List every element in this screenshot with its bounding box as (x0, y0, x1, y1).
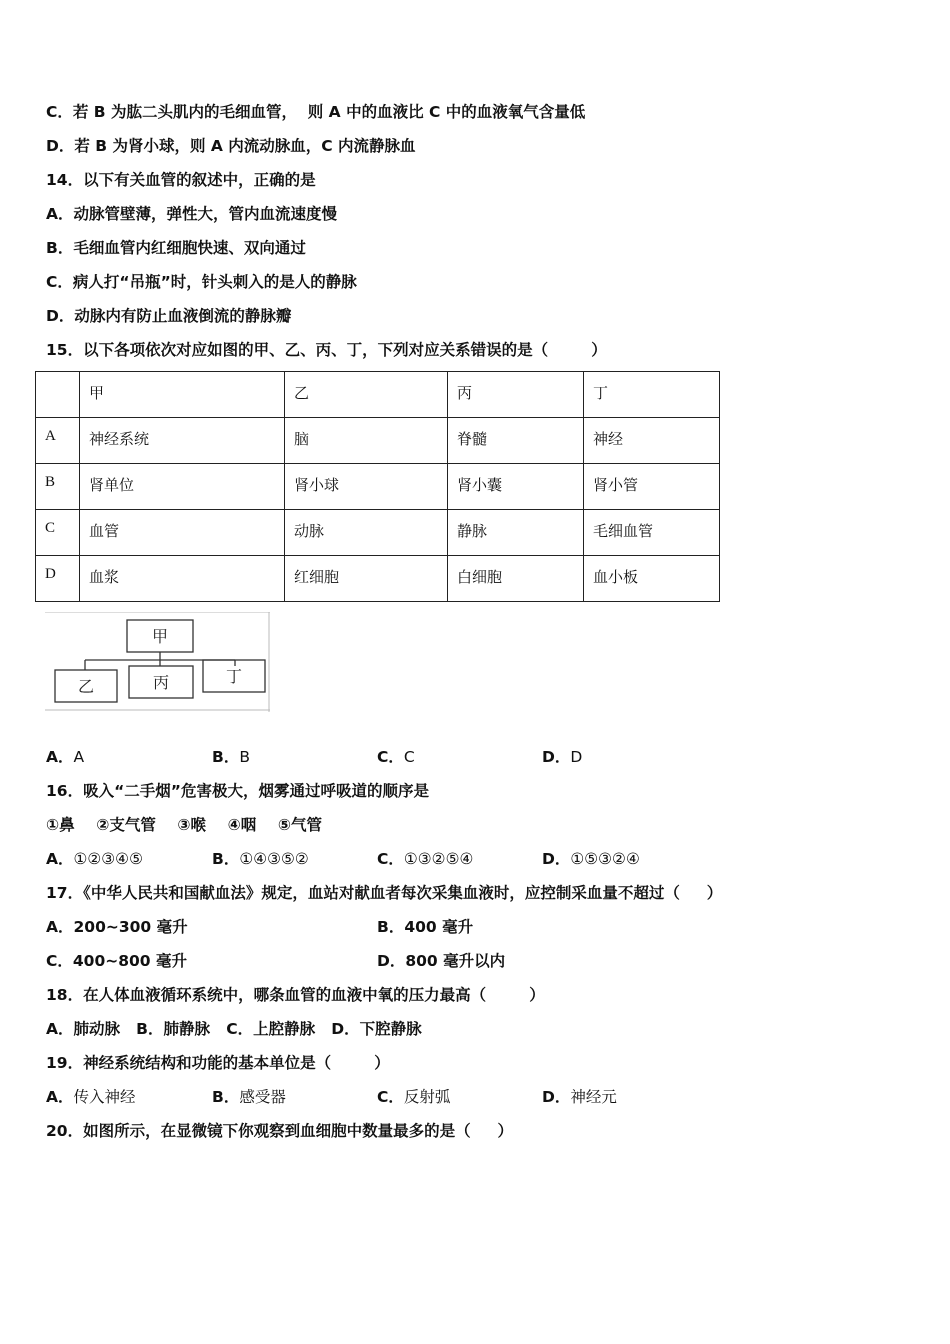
q13-option-d: D．若 B 为肾小球，则 A 内流动脉血，C 内流静脉血 (46, 137, 416, 155)
q20-stem: 20．如图所示，在显微镜下你观察到血细胞中数量最多的是（ ） (46, 1122, 514, 1140)
option-key: A． (46, 850, 74, 868)
q15-hierarchy-diagram (45, 612, 270, 712)
option-key: D． (542, 850, 571, 868)
option-key: C． (377, 850, 404, 868)
table-cell: 毛细血管 (584, 510, 720, 556)
q18-options: A．肺动脉 B．肺静脉 C．上腔静脉 D．下腔静脉 (46, 1020, 422, 1038)
option-key: C． (377, 1088, 404, 1106)
q14-stem: 14．以下有关血管的叙述中，正确的是 (46, 171, 316, 189)
option-value: A (73, 748, 85, 766)
table-row (36, 510, 720, 556)
option-value: ①③②⑤④ (403, 850, 474, 868)
diagram-label-right: 丁 (225, 667, 243, 686)
table-cell: 静脉 (448, 510, 584, 556)
table-cell: 甲 (80, 372, 285, 418)
q15-option-c (377, 747, 415, 767)
q14-option-b: B．毛细血管内红细胞快速、双向通过 (46, 239, 306, 257)
option-value: ①②③④⑤ (73, 850, 143, 868)
q13-option-c: C．若 B 为肱二头肌内的毛细血管， 则 A 中的血液比 C 中的血液氧气含量低 (46, 103, 586, 121)
q16-items: ①鼻 ②支气管 ③喉 ④咽 ⑤气管 (46, 816, 322, 834)
table-cell: D (36, 556, 80, 602)
option-value: 反射弧 (403, 1088, 451, 1106)
option-value: D (570, 748, 583, 766)
q19-stem: 19．神经系统结构和功能的基本单位是（ ） (46, 1054, 390, 1072)
table-cell: 乙 (285, 372, 448, 418)
q14-option-a: A．动脉管壁薄，弹性大，管内血流速度慢 (46, 205, 337, 223)
q16-option-c (377, 849, 473, 869)
table-cell: 神经 (584, 418, 720, 464)
q19-option-c (377, 1087, 450, 1107)
option-value: B (239, 748, 250, 766)
option-key: B． (212, 1088, 240, 1106)
option-value: 传入神经 (73, 1088, 136, 1106)
table-cell: 丁 (584, 372, 720, 418)
q14-option-d: D．动脉内有防止血液倒流的静脉瓣 (46, 307, 292, 325)
table-cell: 肾小管 (584, 464, 720, 510)
diagram-label-top: 甲 (151, 627, 169, 646)
option-key: A． (46, 748, 74, 766)
option-value: ①④③⑤② (239, 850, 309, 868)
table-cell: 肾单位 (80, 464, 285, 510)
option-key: A． (46, 1088, 74, 1106)
q16-option-d (542, 849, 640, 869)
table-cell: 脑 (285, 418, 448, 464)
table-row (36, 464, 720, 510)
option-key: B． (212, 748, 240, 766)
table-cell: 脊髓 (448, 418, 584, 464)
q17-option-a: A．200~300 毫升 (46, 918, 188, 936)
table-header-row (36, 372, 720, 418)
table-cell: C (36, 510, 80, 556)
q17-stem: 17．《中华人民共和国献血法》规定，血站对献血者每次采集血液时，应控制采血量不超过（ ） (46, 884, 723, 902)
table-cell: 肾小囊 (448, 464, 584, 510)
table-cell: 血浆 (80, 556, 285, 602)
option-key: D． (542, 748, 571, 766)
table-cell: 红细胞 (285, 556, 448, 602)
table-cell (36, 372, 80, 418)
q16-option-b (212, 849, 309, 869)
q15-table (35, 371, 720, 602)
option-value: ①⑤③②④ (570, 850, 640, 868)
q19-option-d (542, 1087, 617, 1107)
table-row (36, 418, 720, 464)
q18-stem: 18．在人体血液循环系统中，哪条血管的血液中氧的压力最高（ ） (46, 986, 545, 1004)
table-cell: 神经系统 (80, 418, 285, 464)
diagram-label-left: 乙 (77, 677, 95, 696)
table-cell: 血管 (80, 510, 285, 556)
q16-stem: 16．吸入“二手烟”危害极大，烟雾通过呼吸道的顺序是 (46, 782, 429, 800)
table-cell: 白细胞 (448, 556, 584, 602)
q14-option-c: C．病人打“吊瓶”时，针头刺入的是人的静脉 (46, 273, 357, 291)
diagram-label-mid: 丙 (152, 673, 170, 692)
q17-option-d: D．800 毫升以内 (377, 952, 506, 970)
table-cell: B (36, 464, 80, 510)
option-key: C． (377, 748, 404, 766)
q15-option-d (542, 747, 582, 767)
q17-option-b: B．400 毫升 (377, 918, 474, 936)
q19-option-b (212, 1087, 286, 1107)
option-key: B． (212, 850, 240, 868)
table-cell: 动脉 (285, 510, 448, 556)
q16-option-a (46, 849, 143, 869)
q17-option-c: C．400~800 毫升 (46, 952, 187, 970)
option-value: C (403, 748, 415, 766)
q15-option-a (46, 747, 84, 767)
q15-stem: 15．以下各项依次对应如图的甲、乙、丙、丁，下列对应关系错误的是（ ） (46, 341, 607, 359)
table-cell: A (36, 418, 80, 464)
table-cell: 血小板 (584, 556, 720, 602)
table-cell: 肾小球 (285, 464, 448, 510)
q19-option-a (46, 1087, 136, 1107)
option-value: 感受器 (239, 1088, 286, 1106)
option-value: 神经元 (570, 1088, 617, 1106)
q15-option-b (212, 747, 250, 767)
option-key: D． (542, 1088, 571, 1106)
table-row (36, 556, 720, 602)
table-cell: 丙 (448, 372, 584, 418)
